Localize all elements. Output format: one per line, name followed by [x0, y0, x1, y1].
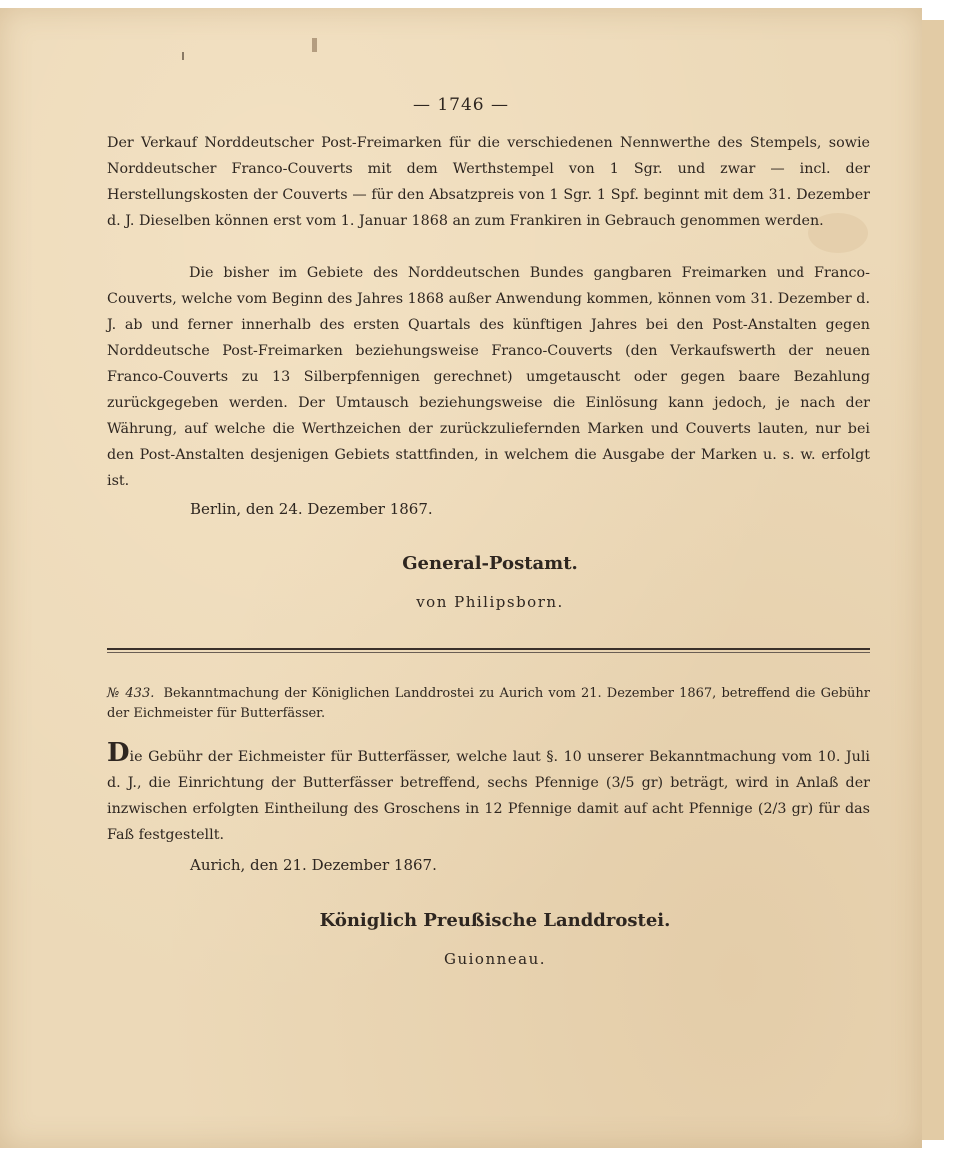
- notice-title: Bekanntmachung der Königlichen Landdrostei zu Aurich vom 21. Dezember 1867, betreffend die Gebühr der Eichmeister für Butterfässer.: [107, 686, 870, 721]
- paragraph-3: [107, 738, 870, 848]
- paragraph-1: Der Verkauf Norddeutscher Post-Freimarken für die verschiedenen Nennwerthe des Stempels, sowie Norddeutscher Franco-Couverts mit dem Werthstempel von 1 Sgr. und zwar — incl. der Herstellungskosten der Couverts — für den Absatzpreis von 1 Sgr. 1 Spf. beginnt mit dem 31. Dezember d. J. Dieselben können erst vom 1. Januar 1868 an zum Frankiren in Gebrauch genommen werden.: [107, 135, 870, 229]
- ink-mark: [312, 38, 317, 52]
- signatory-1-name: von Philipsborn.: [416, 593, 564, 611]
- paragraph-2: Die bisher im Gebiete des Norddeutschen Bundes gangbaren Freimarken und Franco-Couverts, welche vom Beginn des Jahres 1868 außer Anwendung kommen, können vom 31. Dezember d. J. ab und ferner innerhalb des ersten Quartals des künftigen Jahres bei den Post-Anstalten gegen Norddeutsche Post-Freimarken beziehungsweise Franco-Couverts (den Verkaufswerth der neuen Franco-Couverts zu 13 Silberpfennigen gerechnet) umgetauscht oder gegen baare Bezahlung zurückgegeben werden. Der Umtausch beziehungsweise die Einlösung kann jedoch, je nach der Währung, auf welche die Werthzeichen der zurückzuliefernden Marken und Couverts lauten, nur bei den Post-Anstalten desjenigen Gebiets stattfinden, in welchem die Ausgabe der Marken u. s. w. erfolgt ist.: [107, 265, 870, 489]
- paragraph-3-text: ie Gebühr der Eichmeister für Butterfässer, welche laut §. 10 unserer Bekanntmachung vom 10. Juli d. J., die Einrichtung der Butterfässer betreffend, sechs Pfennige (3/5 gr) beträgt, wird in Anlaß der inzwischen erfolgten Eintheilung des Groschens in 12 Pfennige damit auf acht Pfennige (2/3 gr) für das Faß festgestellt.: [107, 749, 870, 843]
- drop-initial: D: [107, 738, 130, 768]
- ink-mark: [182, 52, 184, 60]
- signatory-1: General-Postamt.: [402, 553, 578, 574]
- section-divider-thin: [107, 652, 870, 653]
- notice-number: № 433.: [107, 686, 155, 701]
- section-divider: [107, 648, 870, 650]
- place-date-2: Aurich, den 21. Dezember 1867.: [190, 856, 437, 874]
- page-number: — 1746 —: [412, 95, 510, 115]
- notice-heading: [107, 684, 870, 724]
- place-date-1: Berlin, den 24. Dezember 1867.: [190, 500, 433, 518]
- signatory-2-name: Guionneau.: [443, 950, 547, 968]
- signatory-2: Königlich Preußische Landdrostei.: [319, 910, 671, 931]
